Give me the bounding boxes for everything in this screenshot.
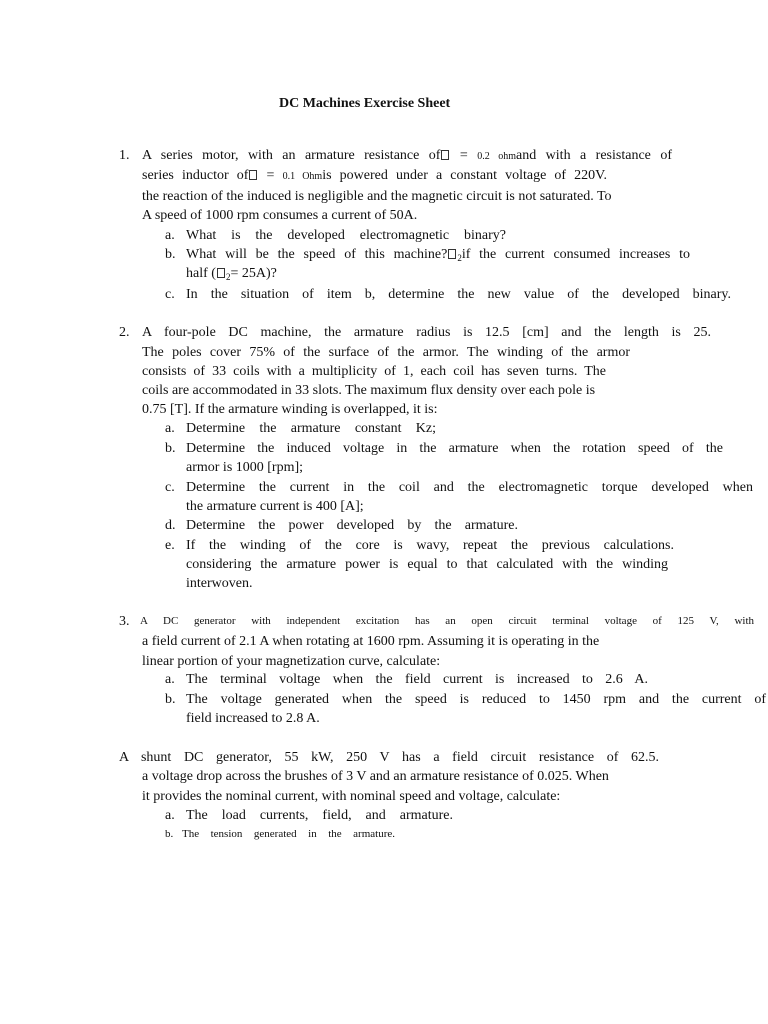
problem-2-item-b-cont: armor is 1000 [rpm]; [186, 460, 304, 475]
problem-3-line-1: A DC generator with independent excitation has an open circuit terminal voltage of 125 V, with [140, 615, 754, 627]
problem-1-line-1: A series motor, with an armature resistance of = 0.2 ohmand with a resistance of [142, 148, 672, 163]
problem-3-item-a-label: a. [165, 672, 175, 687]
resistance-symbol-icon [249, 170, 257, 180]
current-symbol-icon [448, 249, 456, 259]
problem-3-line-3: linear portion of your magnetization curve, calculate: [142, 654, 441, 669]
problem-2-item-d: Determine the power developed by the armature. [186, 518, 518, 533]
problem-2-item-c-cont: the armature current is 400 [A]; [186, 499, 364, 514]
problem-2-item-e: If the winding of the core is wavy, repeat the previous calculations. [186, 538, 674, 553]
problem-1-line-3: the reaction of the induced is negligible and the magnetic circuit is not saturated. To [142, 189, 612, 204]
problem-2-line-1: A four-pole DC machine, the armature radius is 12.5 [cm] and the length is 25. [142, 325, 711, 340]
problem-2-item-e-cont-2: interwoven. [186, 576, 253, 591]
problem-1-number: 1. [119, 148, 130, 163]
problem-2-item-d-label: d. [165, 518, 176, 533]
problem-3-item-b-cont: field increased to 2.8 A. [186, 711, 320, 726]
problem-4-item-a-label: a. [165, 808, 175, 823]
page-title: DC Machines Exercise Sheet [279, 96, 451, 111]
problem-2-line-3: consists of 33 coils with a multiplicity of 1, each coil has seven turns. The [142, 364, 606, 379]
problem-3-number: 3. [119, 614, 130, 629]
problem-2-item-b: Determine the induced voltage in the armature when the rotation speed of the [186, 441, 723, 456]
problem-2-item-e-cont: considering the armature power is equal to that calculated with the winding [186, 557, 668, 572]
problem-4-line-1: A shunt DC generator, 55 kW, 250 V has a field circuit resistance of 62.5. [119, 750, 659, 765]
problem-2-item-a-label: a. [165, 421, 175, 436]
problem-2-number: 2. [119, 325, 130, 340]
resistance-symbol-icon [441, 150, 449, 160]
problem-2-item-e-label: e. [165, 538, 175, 553]
problem-4-item-b: The tension generated in the armature. [182, 828, 395, 840]
problem-1-line-4: A speed of 1000 rpm consumes a current of 50A. [142, 208, 418, 223]
problem-1-item-a: What is the developed electromagnetic binary? [186, 228, 506, 243]
problem-1-item-b: What will be the speed of this machine? $_2$if the current consumed increases to [186, 247, 690, 263]
problem-2-item-c: Determine the current in the coil and the electromagnetic torque developed when [186, 480, 753, 495]
problem-2-line-2: The poles cover 75% of the surface of the armor. The winding of the armor [142, 345, 630, 360]
problem-3-item-b-label: b. [165, 692, 176, 707]
current-symbol-icon [217, 268, 225, 278]
problem-1-item-b-label: b. [165, 247, 176, 262]
problem-2-item-c-label: c. [165, 480, 175, 495]
problem-2-line-5: 0.75 [T]. If the armature winding is overlapped, it is: [142, 402, 438, 417]
problem-4-line-2: a voltage drop across the brushes of 3 V and an armature resistance of 0.025. When [142, 769, 609, 784]
problem-4-item-b-label: b. [165, 828, 174, 840]
problem-3-line-2: a field current of 2.1 A when rotating at 1600 rpm. Assuming it is operating in the [142, 634, 600, 649]
problem-1-item-c: In the situation of item b, determine the new value of the developed binary. [186, 287, 731, 302]
problem-1-item-c-label: c. [165, 287, 175, 302]
problem-4-line-3: it provides the nominal current, with nominal speed and voltage, calculate: [142, 789, 561, 804]
problem-1-item-b-cont: half ( $_2$= 25A)? [186, 266, 277, 282]
problem-2-item-a: Determine the armature constant Kz; [186, 421, 436, 436]
problem-3-item-b: The voltage generated when the speed is reduced to 1450 rpm and the current of [186, 692, 766, 707]
problem-1-line-2: series inductor of = 0.1 Ohmis powered under a constant voltage of 220V. [142, 168, 607, 183]
problem-1-item-a-label: a. [165, 228, 175, 243]
problem-3-item-a: The terminal voltage when the field current is increased to 2.6 A. [186, 672, 648, 687]
problem-2-line-4: coils are accommodated in 33 slots. The maximum flux density over each pole is [142, 383, 596, 398]
problem-4-item-a: The load currents, field, and armature. [186, 808, 453, 823]
problem-2-item-b-label: b. [165, 441, 176, 456]
